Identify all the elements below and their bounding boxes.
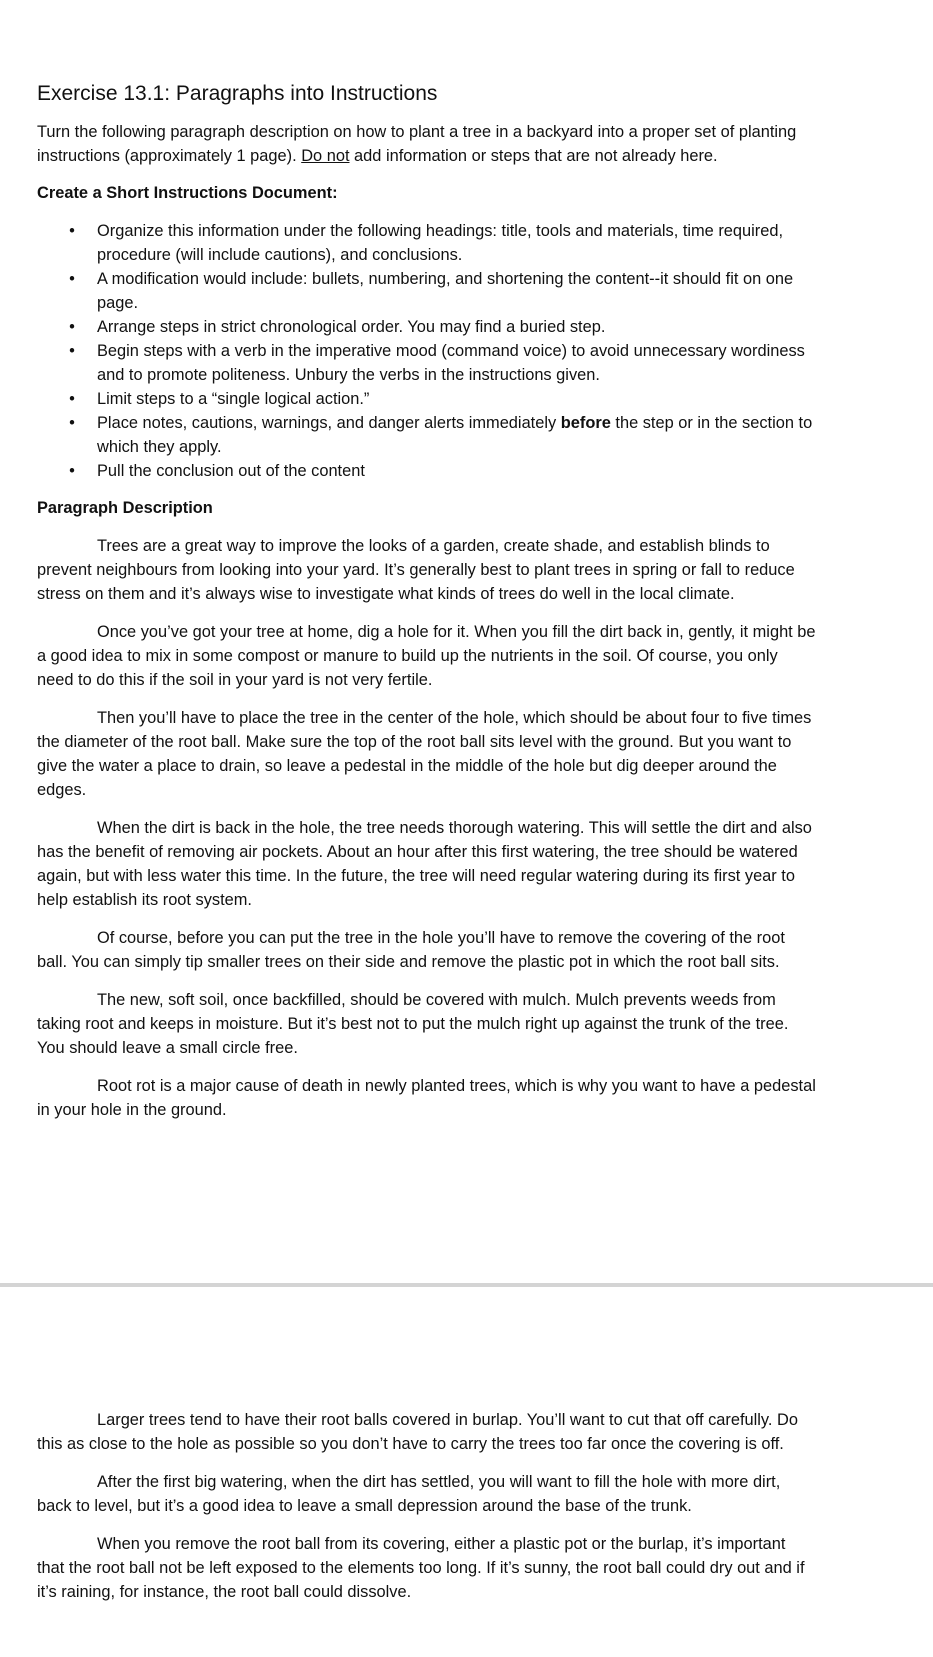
list-item-text: A modification would include: bullets, numbering, and shortening the content--it should fit on one page. bbox=[97, 270, 794, 312]
bullet-icon: • bbox=[69, 462, 75, 480]
list-item bbox=[37, 459, 817, 483]
list-item bbox=[37, 315, 817, 339]
list-item-bold-text: before bbox=[560, 414, 611, 432]
description-paragraph: After the first big watering, when the dirt has settled, you will want to fill the hole with more dirt, back to level, but it’s a good idea to leave a small depression around the base of the trunk. bbox=[37, 1473, 781, 1515]
list-item bbox=[37, 387, 817, 411]
create-document-heading: Create a Short Instructions Document: bbox=[37, 184, 338, 202]
bullet-icon: • bbox=[69, 390, 75, 408]
description-paragraph: Of course, before you can put the tree in the hole you’ll have to remove the covering of the root ball. You can simply tip smaller trees on their side and remove the plastic pot in which the root ball sits. bbox=[37, 929, 785, 971]
intro-text-before: Turn the following paragraph description on how to plant a tree in a backyard into a proper set of planting instructions (approximately 1 page). bbox=[37, 123, 797, 165]
intro-paragraph bbox=[37, 120, 817, 168]
list-item-text-after: the step or in the section to which they apply. bbox=[97, 414, 813, 456]
intro-underlined-text: Do not bbox=[301, 147, 350, 165]
list-item bbox=[37, 219, 817, 267]
bullet-icon: • bbox=[69, 318, 75, 336]
description-paragraph: Larger trees tend to have their root balls covered in burlap. You’ll want to cut that off carefully. Do this as close to the hole as possible so you don’t have to carry the trees too far once the covering is off. bbox=[37, 1411, 798, 1453]
list-item-text: Limit steps to a “single logical action.” bbox=[97, 390, 370, 408]
exercise-title: Exercise 13.1: Paragraphs into Instructions bbox=[37, 82, 438, 105]
bullet-icon: • bbox=[69, 342, 75, 360]
list-item bbox=[37, 339, 817, 387]
page-1-content bbox=[37, 80, 817, 1136]
list-item bbox=[37, 411, 817, 459]
description-paragraph: The new, soft soil, once backfilled, should be covered with mulch. Mulch prevents weeds from taking root and keeps in moisture. But it’s best not to put the mulch right up against the trunk of the tree. You should leave a small circle free. bbox=[37, 991, 789, 1057]
list-item-text-before: Place notes, cautions, warnings, and danger alerts immediately bbox=[97, 414, 561, 432]
description-paragraph: Trees are a great way to improve the looks of a garden, create shade, and establish blinds to prevent neighbours from looking into your yard. It’s generally best to plant trees in spring or fall to reduce stress on them and it’s always wise to investigate what kinds of trees do well in the local climate. bbox=[37, 537, 795, 603]
description-paragraph: Root rot is a major cause of death in newly planted trees, which is why you want to have a pedestal in your hole in the ground. bbox=[37, 1077, 816, 1119]
bullet-icon: • bbox=[69, 414, 75, 432]
description-paragraph: When you remove the root ball from its covering, either a plastic pot or the burlap, it’s important that the root ball not be left exposed to the elements too long. If it’s sunny, the root ball could dry out and if it’s raining, for instance, the root ball could dissolve. bbox=[37, 1535, 805, 1601]
list-item-text: Begin steps with a verb in the imperative mood (command voice) to avoid unnecessary wordiness and to promote politeness. Unbury the verbs in the instructions given. bbox=[97, 342, 805, 384]
list-item-text: Arrange steps in strict chronological order. You may find a buried step. bbox=[97, 318, 606, 336]
document-page-2 bbox=[0, 1287, 933, 1657]
description-paragraph: When the dirt is back in the hole, the tree needs thorough watering. This will settle the dirt and also has the benefit of removing air pockets. About an hour after this first watering, the tree should be watered again, but with less water this time. In the future, the tree will need regular watering during its first year to help establish its root system. bbox=[37, 819, 812, 909]
description-paragraph: Once you’ve got your tree at home, dig a hole for it. When you fill the dirt back in, gently, it might be a good idea to mix in some compost or manure to build up the nutrients in the soil. Of course, you only need to do this if the soil in your yard is not very fertile. bbox=[37, 623, 816, 689]
page-2-content bbox=[37, 1408, 817, 1618]
intro-text-after: add information or steps that are not already here. bbox=[349, 147, 718, 165]
paragraph-description-heading: Paragraph Description bbox=[37, 499, 213, 517]
list-item-text: Pull the conclusion out of the content bbox=[97, 462, 365, 480]
bullet-icon: • bbox=[69, 222, 75, 240]
requirements-list bbox=[37, 219, 817, 483]
bullet-icon: • bbox=[69, 270, 75, 288]
list-item bbox=[37, 267, 817, 315]
list-item-text: Organize this information under the following headings: title, tools and materials, time required, procedure (will include cautions), and conclusions. bbox=[97, 222, 784, 264]
description-paragraph: Then you’ll have to place the tree in the center of the hole, which should be about four to five times the diameter of the root ball. Make sure the top of the root ball sits level with the ground. But you want to give the water a place to drain, so leave a pedestal in the middle of the hole but dig deeper around the edges. bbox=[37, 709, 812, 799]
